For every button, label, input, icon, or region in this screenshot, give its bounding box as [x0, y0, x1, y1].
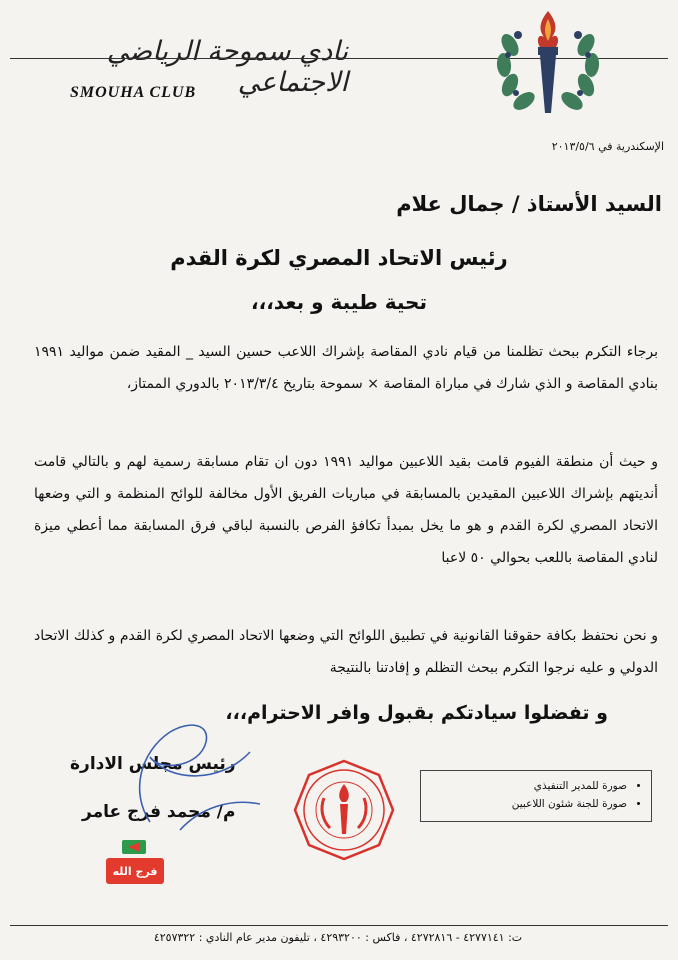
club-name-english: SMOUHA CLUB — [70, 84, 197, 101]
footer-contact-info: ت: ٤٢٧٧١٤١ - ٤٢٧٢٨١٦ ، فاكس : ٤٢٩٣٢٠٠ ، تليفون مدير عام النادي : ٤٢٥٧٣٢٢ — [153, 931, 523, 944]
sponsor-logo-icon — [122, 838, 146, 856]
addressee-name: السيد الأستاذ / جمال علام — [396, 192, 662, 216]
club-name-arabic: نادي سموحة الرياضي الاجتماعي — [106, 36, 348, 98]
addressee-title: رئيس الاتحاد المصري لكرة القدم — [170, 246, 508, 270]
cc-item: • صورة للجنة شئون اللاعبين — [421, 795, 627, 813]
handwritten-signature-icon — [110, 712, 270, 842]
greeting: تحية طيبة و بعد،،، — [251, 290, 427, 314]
closing-line: و تفضلوا سيادتكم بقبول وافر الاحترام،،، — [225, 702, 608, 724]
sponsor-label: فرج الله — [106, 858, 164, 884]
footer-divider — [10, 925, 668, 926]
sponsor-badge — [106, 838, 164, 888]
body-paragraph-1: برجاء التكرم ببحث تظلمنا من قيام نادي المقاصة بإشراك اللاعب حسين السيد _ المقيد ضمن مواليد ١٩٩١ بنادي المقاصة و الذي شارك في مباراة المقاصة × سموحة بتاريخ ٢٠١٣/٣/٤ بالدوري الممتاز، — [34, 344, 658, 392]
body-paragraph-2: و حيث أن منطقة الفيوم قامت بقيد اللاعبين مواليد ١٩٩١ دون ان تقام مسابقة رسمية لهم و بالتالي قامت أنديتهم بإشراك اللاعبين المقيدين بالمسابقة في مباريات الفريق الأول مخالفة للوائح المنظمة و التي وضعها الاتحاد المصري لكرة القدم و هو ما يخل بمبدأ تكافؤ الفرص بالنسبة لباقي فرق المسابقة مما أعطي ميزة لنادي المقاصة باللعب بحوالي ٥٠ لاعبا — [34, 454, 658, 566]
cc-list — [421, 777, 641, 813]
cc-box — [420, 770, 652, 822]
club-logo-torch-wreath-icon — [488, 5, 608, 125]
signatory-title: رئيس مجلس الادارة — [70, 754, 236, 774]
body-paragraph-3: و نحن نحتفظ بكافة حقوقنا القانونية في تطبيق اللوائح التي وضعها الاتحاد المصري لكرة القدم و كذلك الاتحاد الدولي و عليه نرجوا التكرم ببحث التظلم و إفادتنا بالنتيجة — [34, 628, 658, 676]
letter-date: الإسكندرية في ٢٠١٣/٥/٦ — [551, 140, 664, 153]
signatory-name: م/ محمد فرج عامر — [82, 802, 236, 822]
cc-item: • صورة للمدير التنفيذي — [421, 777, 627, 795]
club-stamp — [292, 758, 396, 862]
